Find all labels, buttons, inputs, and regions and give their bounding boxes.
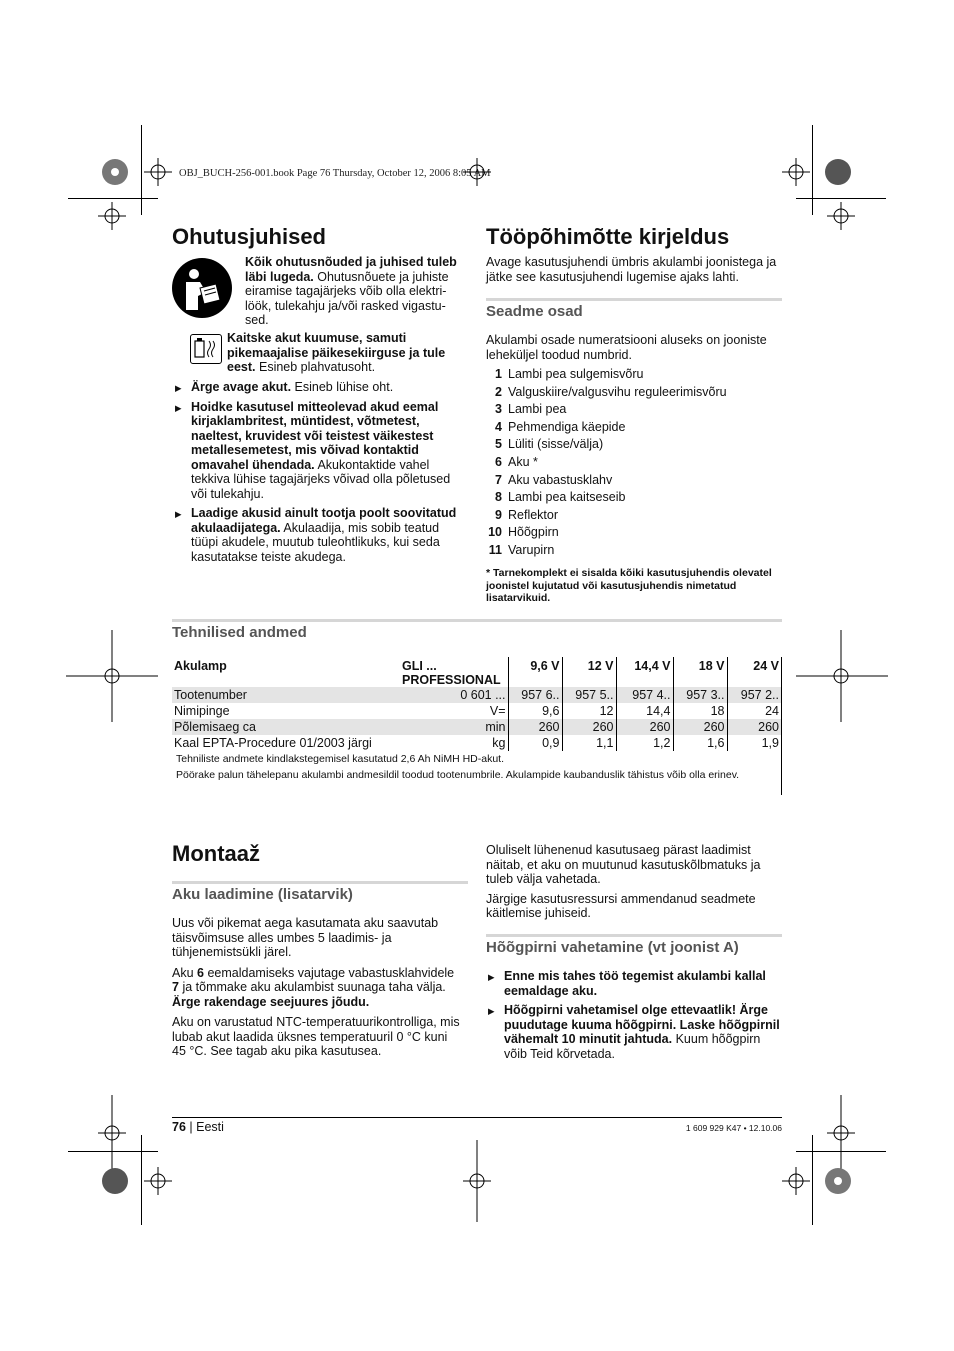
bulb-bullet: ▶ Enne mis tahes töö tegemist akulambi kallal eemaldage aku. (486, 969, 782, 998)
list-item: 2 Valguskiire/valgusvihu reguleerimisvõru (495, 384, 727, 399)
table-row: Nimipinge V= 9,6 12 14,4 18 24 (174, 704, 779, 718)
charging-p3: Aku on varustatud NTC-temperatuurikontrolliga, mis lubab akut laadida üksnes temperatuuril 0 °C kuni 45 °C. See tagab aku pika kasutusea. (172, 1015, 460, 1058)
table-row: Tootenumber 0 601 ... 957 6.. 957 5.. 957 4.. 957 3.. 957 2.. (174, 688, 779, 702)
list-item: 10 Hõõgpirn (488, 525, 559, 540)
safety-bullet: ▶ Hoidke kasutusel mitteolevad akud eemal kirjaklambritest, müntidest, võtmetest, naeltest, kruvidest või teistest väikestest metallesemetest, mis võivad kontaktid omavahel ühendada. Akukontaktide vahel tekkiva lühise tagajärjeks võivad olla põletused või tulekahju. (173, 400, 465, 502)
battery-life-text (486, 843, 782, 921)
parts-heading: Seadme osad (486, 298, 782, 322)
safety-title: Ohutusjuhised (172, 224, 326, 249)
function-title: Tööpõhimõtte kirjeldus (486, 224, 730, 249)
safety-bullets (173, 380, 465, 564)
table-header-row: Akulamp GLI ... PROFESSIONAL 9,6 V 12 V 14,4 V 18 V 24 V (174, 659, 779, 687)
accessories-footnote: * Tarnekomplekt ei sisalda kõiki kasutusjuhendis olevatel joonistel kujutatud või kasutusjuhendis nimetatud lisatarvikuid. (486, 567, 772, 604)
disposal-p5: Järgige kasutusressursi ammendanud seadmete käitlemise juhiseid. (486, 891, 756, 920)
list-item: 8 Lambi pea kaitseseib (495, 490, 626, 505)
function-intro: Avage kasutusjuhendi ümbris akulambi joonistega ja jätke see kasutusjuhendi lugemise ajaks lahti. (486, 255, 777, 284)
footer-rule (172, 1117, 782, 1118)
tech-table-wrap (172, 657, 782, 781)
charging-text (172, 916, 464, 1059)
footer-doc-code: 1 609 929 K47 • 12.10.06 (685, 1123, 782, 1133)
assembly-title: Montaaž (172, 841, 260, 866)
list-item: 3 Lambi pea (495, 402, 567, 417)
bulb-heading: Hõõgpirni vahetamine (vt joonist A) (486, 934, 782, 958)
list-item: 1 Lambi pea sulgemisvõru (495, 367, 644, 381)
list-item: 7 Aku vabastusklahv (495, 472, 613, 487)
heat-warning (227, 331, 467, 375)
list-item: 6 Aku * (495, 454, 538, 469)
safety-bullet: ▶ Laadige akusid ainult tootja poolt soovitatud akulaadijatega. Akulaadija, mis sobib teatud tüüpi akudele, muutub tuleohtlikuks, kui seda kasutatakse teiste akudega. (173, 506, 465, 564)
tech-note-product-number: Pöörake palun tähelepanu akulambi andmesildil toodud tootenumbrile. Akulampide kaubanduslik tähistus võib olla erinev. (176, 769, 740, 781)
heat-warning-bold: Kaitske akut kuumuse, samuti pikemaajalise päikesekiirguse ja tule eest. (227, 331, 446, 374)
table-right-border (781, 657, 782, 795)
charging-p2: Aku 6 eemaldamiseks vajutage vabastusklahvidele 7 ja tõmmake aku akulambist suunaga taha välja. Ärge rakendage seejuures jõudu. (172, 965, 455, 1009)
safety-warning (245, 255, 467, 328)
bulb-bullets (486, 969, 782, 1061)
print-header: OBJ_BUCH-256-001.book Page 76 Thursday, October 12, 2006 8:05 AM (179, 168, 491, 179)
table-row: Kaal EPTA-Procedure 01/2003 järgi kg 0,9 1,1 1,2 1,6 1,9 (174, 736, 779, 750)
list-item: 9 Reflektor (495, 507, 559, 522)
heat-warning-icon (190, 334, 222, 364)
list-item: 5 Lüliti (sisse/välja) (495, 437, 604, 452)
tech-heading: Tehnilised andmed (172, 619, 782, 643)
safety-warning-text: Ohutusnõuete ja juhiste eiramise tagajärjeks võib olla elektri-löök, tulekahju ja/või rasked vigastu-sed. (245, 269, 449, 327)
list-item: 4 Pehmendiga käepide (495, 419, 626, 434)
tech-table (172, 657, 781, 751)
bulb-bullet: ▶ Hõõgpirni vahetamisel olge ettevaatlik! Ärge puudutage kuuma hõõgpirni. Laske hõõgpirnil vähemalt 10 minutit jahtuda. Kuum hõõgpirn võib Teid kõrvetada. (486, 1003, 782, 1061)
charging-p1: Uus või pikemat aega kasutamata aku saavutab täisvõimsuse alles umbes 5 laadimis- ja tühjenemistsükli järel. (172, 916, 439, 959)
battery-life-p4: Oluliselt lühenenud kasutusaeg pärast laadimist näitab, et aku on muutunud kasutuskõlbmatuks ja tuleb välja vahetada. (486, 843, 761, 886)
list-item: 11 Varupirn (488, 542, 555, 557)
page-number: 76 (172, 1120, 186, 1134)
table-row: Põlemisaeg ca min 260 260 260 260 260 (174, 720, 779, 734)
charging-heading: Aku laadimine (lisatarvik) (172, 881, 468, 905)
safety-warning-bold: Kõik ohutusnõuded ja juhised tuleb läbi lugeda. (245, 255, 457, 284)
parts-intro: Akulambi osade numeratsiooni aluseks on jooniste leheküljel toodud numbrid. (486, 333, 767, 362)
footer-language: Eesti (196, 1120, 224, 1134)
heat-warning-text: Esineb plahvatusoht. (258, 360, 376, 374)
footer-page: 76 | Eesti (172, 1120, 224, 1134)
parts-list (486, 366, 782, 560)
read-manual-icon (172, 258, 232, 318)
safety-bullet: ▶ Ärge avage akut. Esineb lühise oht. (173, 380, 465, 395)
tech-note-battery: Tehniliste andmete kindlakstegemisel kasutatud 2,6 Ah NiMH HD-akut. (176, 753, 504, 765)
